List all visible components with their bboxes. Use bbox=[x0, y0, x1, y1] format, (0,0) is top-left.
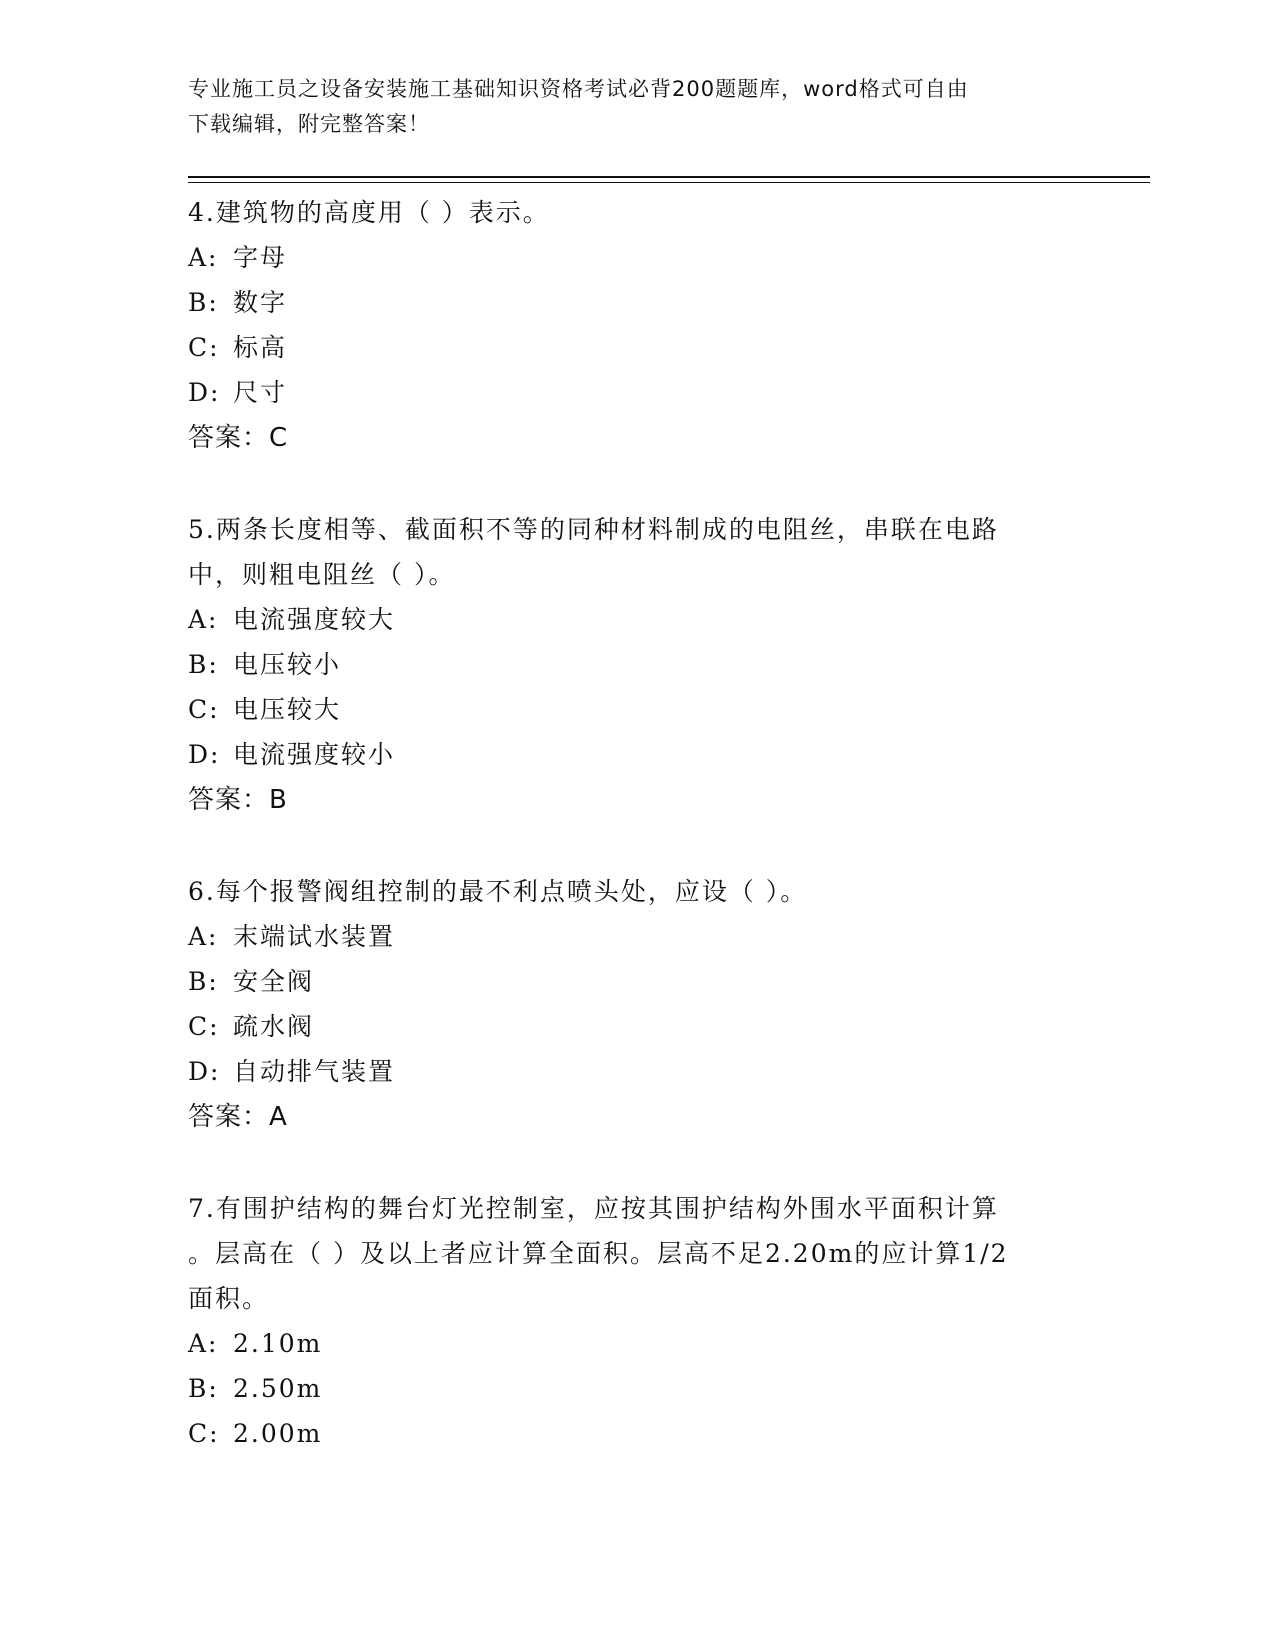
question-6 bbox=[188, 869, 1088, 1140]
option-b bbox=[188, 959, 1088, 1004]
option-a bbox=[188, 597, 1088, 642]
option-c bbox=[188, 325, 1088, 370]
option-text: 电流强度较大 bbox=[233, 605, 396, 634]
question-7 bbox=[188, 1186, 1088, 1456]
question-stem: 中，则粗电阻丝（ ）。 bbox=[188, 560, 456, 589]
question-stem: 。层高在（ ）及以上者应计算全面积。层高不足2.20m的应计算1/2 bbox=[188, 1239, 1009, 1268]
option-text: 安全阀 bbox=[233, 967, 315, 996]
header-title-line-1: 专业施工员之设备安装施工基础知识资格考试必背200题题库，word格式可自由 bbox=[188, 77, 969, 101]
question-stem: 面积。 bbox=[188, 1284, 270, 1313]
option-b bbox=[188, 280, 1088, 325]
option-text: 电压较大 bbox=[233, 695, 342, 724]
option-letter: B: bbox=[188, 1374, 219, 1403]
option-d bbox=[188, 732, 1088, 777]
option-letter: B: bbox=[188, 967, 219, 996]
option-text: 疏水阀 bbox=[233, 1012, 315, 1041]
header-divider bbox=[188, 176, 1150, 183]
question-stem: 7.有围护结构的舞台灯光控制室，应按其围护结构外围水平面积计算 bbox=[188, 1194, 999, 1223]
answer-line: 答案：A bbox=[188, 1102, 288, 1132]
header-title-line-2: 下载编辑，附完整答案！ bbox=[188, 112, 430, 136]
option-c bbox=[188, 687, 1088, 732]
option-letter: C: bbox=[188, 333, 220, 362]
option-text: 字母 bbox=[233, 243, 288, 272]
option-letter: D: bbox=[188, 1057, 221, 1086]
question-stem: 4.建筑物的高度用（ ）表示。 bbox=[188, 198, 550, 227]
question-stem: 6.每个报警阀组控制的最不利点喷头处，应设（ ）。 bbox=[188, 877, 808, 906]
option-a bbox=[188, 1321, 1088, 1366]
option-letter: C: bbox=[188, 695, 220, 724]
option-text: 末端试水装置 bbox=[233, 922, 396, 951]
option-b bbox=[188, 642, 1088, 687]
option-letter: C: bbox=[188, 1012, 220, 1041]
option-text: 标高 bbox=[233, 333, 288, 362]
option-text: 2.00m bbox=[233, 1419, 323, 1448]
option-text: 2.10m bbox=[233, 1329, 323, 1358]
option-letter: B: bbox=[188, 650, 219, 679]
question-list bbox=[188, 190, 1088, 1502]
option-letter: D: bbox=[188, 378, 221, 407]
option-letter: C: bbox=[188, 1419, 220, 1448]
option-letter: A: bbox=[188, 605, 219, 634]
option-b bbox=[188, 1366, 1088, 1411]
answer-line: 答案：C bbox=[188, 423, 289, 453]
option-letter: B: bbox=[188, 288, 219, 317]
option-text: 电压较小 bbox=[233, 650, 342, 679]
option-text: 尺寸 bbox=[233, 378, 288, 407]
option-letter: A: bbox=[188, 1329, 219, 1358]
option-text: 电流强度较小 bbox=[233, 740, 396, 769]
option-a bbox=[188, 235, 1088, 280]
option-c bbox=[188, 1004, 1088, 1049]
option-d bbox=[188, 1049, 1088, 1094]
option-letter: A: bbox=[188, 922, 219, 951]
question-stem: 5.两条长度相等、截面积不等的同种材料制成的电阻丝，串联在电路 bbox=[188, 515, 999, 544]
question-4 bbox=[188, 190, 1088, 461]
option-d bbox=[188, 370, 1088, 415]
option-a bbox=[188, 914, 1088, 959]
option-letter: D: bbox=[188, 740, 221, 769]
option-text: 2.50m bbox=[233, 1374, 323, 1403]
option-c bbox=[188, 1411, 1088, 1456]
option-text: 自动排气装置 bbox=[233, 1057, 396, 1086]
answer-line: 答案：B bbox=[188, 785, 288, 815]
question-5 bbox=[188, 507, 1088, 823]
option-text: 数字 bbox=[233, 288, 288, 317]
option-letter: A: bbox=[188, 243, 219, 272]
document-header bbox=[188, 72, 1068, 142]
